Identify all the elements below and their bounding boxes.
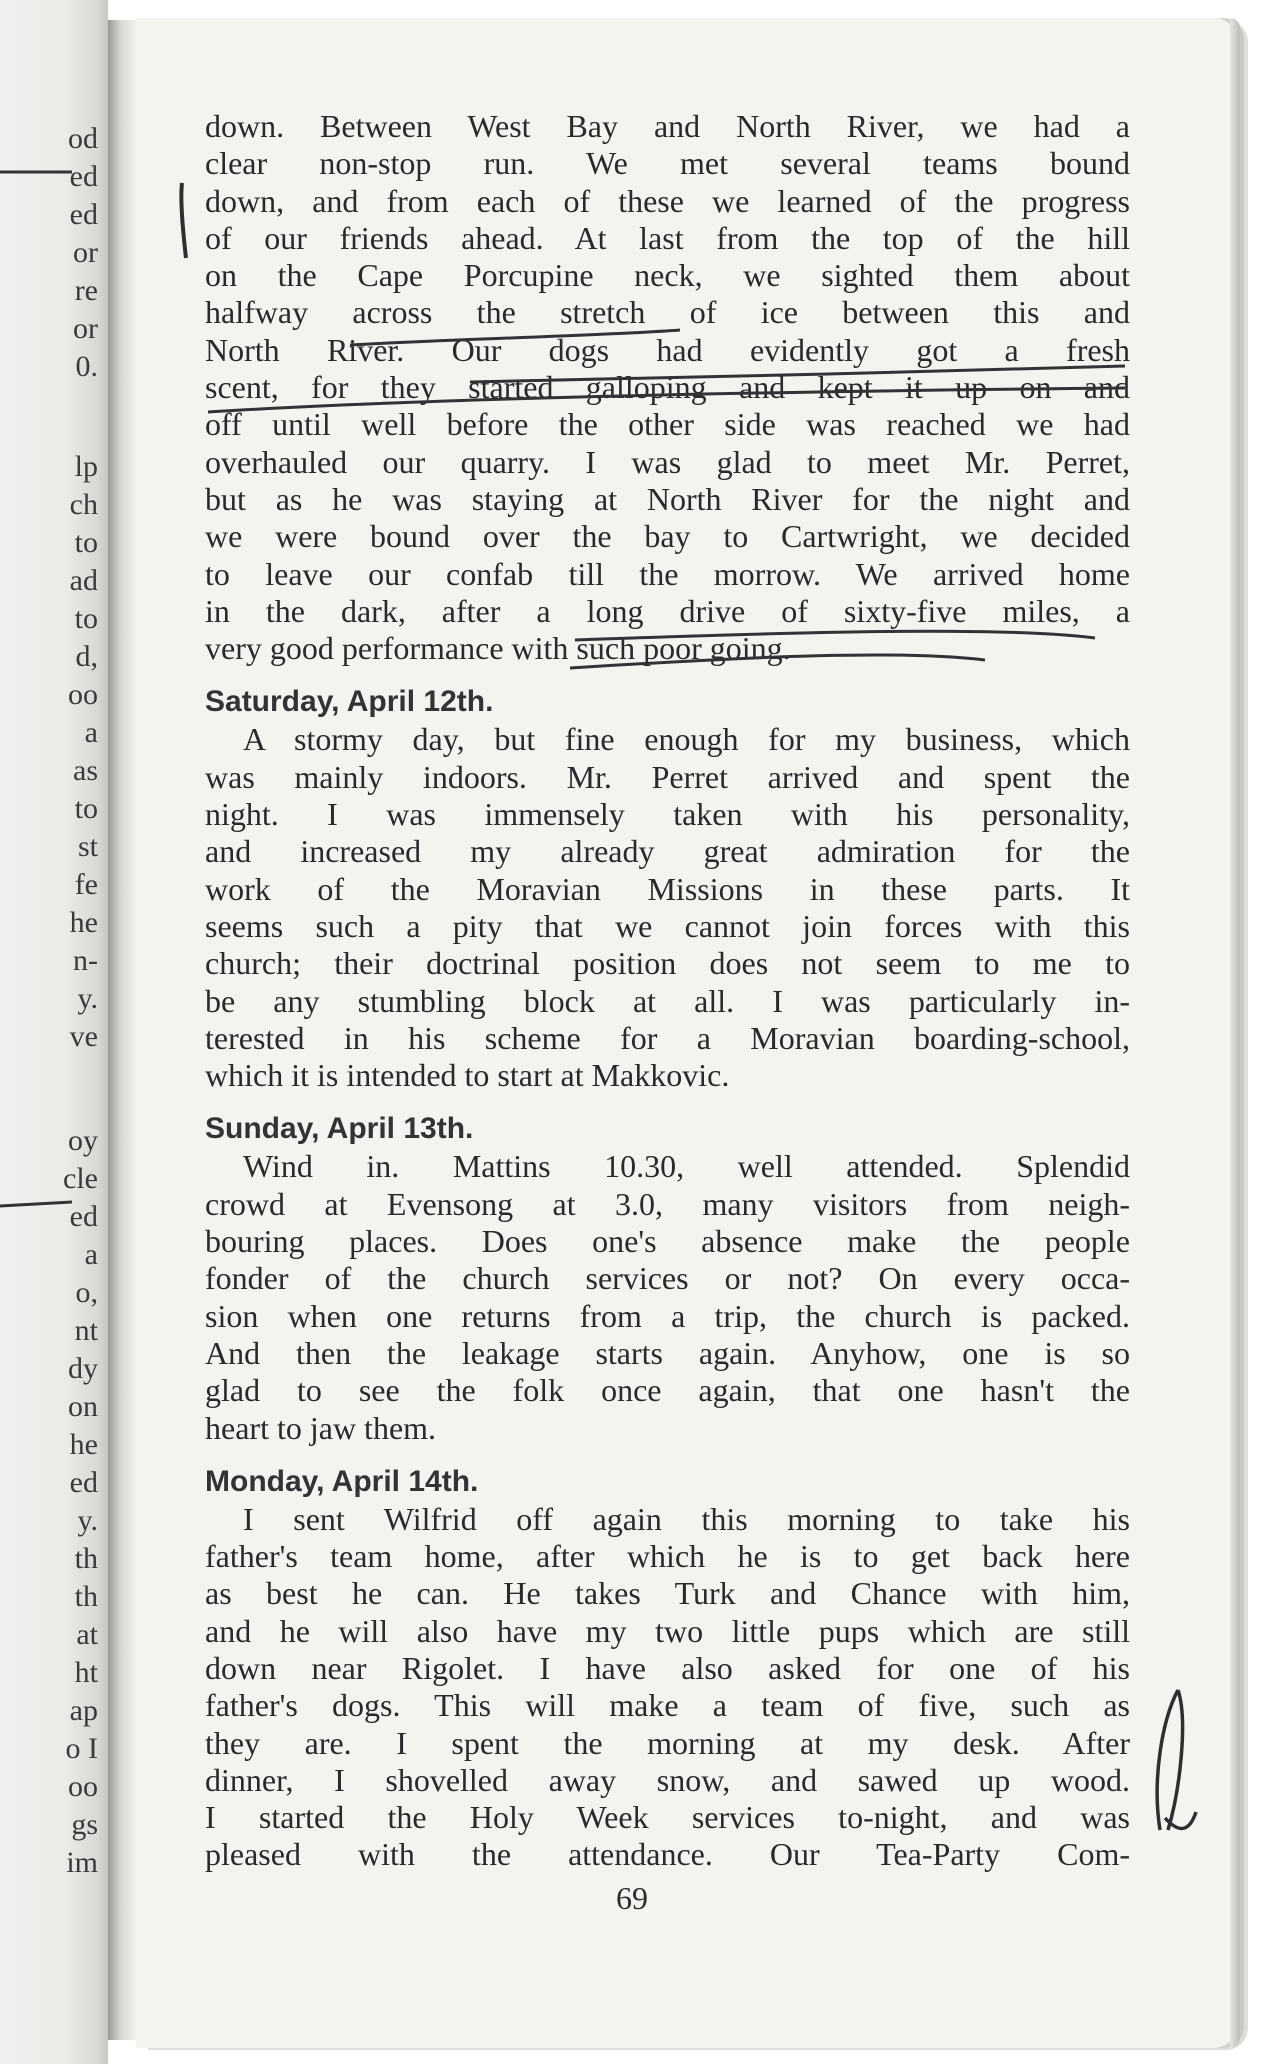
text-line: I started the Holy Week services to-night, and was bbox=[205, 1799, 1130, 1836]
facing-page-fragment: ed bbox=[69, 160, 98, 193]
facing-page-fragment: th bbox=[74, 1580, 98, 1613]
book-gutter bbox=[108, 20, 136, 2040]
text-line: clear non-stop run. We met several teams bound bbox=[205, 145, 1130, 182]
text-line: Wind in. Mattins 10.30, well attended. Splendid bbox=[243, 1148, 1130, 1185]
text-line: down, and from each of these we learned of the progress bbox=[205, 182, 1130, 219]
text-line: seems such a pity that we cannot join forces with this bbox=[205, 907, 1130, 944]
text-line: of our friends ahead. At last from the top of the hill bbox=[205, 219, 1130, 256]
text-line: dinner, I shovelled away snow, and sawed up wood. bbox=[205, 1761, 1130, 1798]
facing-page-fragment: od bbox=[68, 122, 98, 155]
facing-page-fragment: he bbox=[69, 1428, 98, 1461]
text-line: they are. I spent the morning at my desk. After bbox=[205, 1724, 1130, 1761]
text-line: night. I was immensely taken with his personality, bbox=[205, 796, 1130, 833]
text-line: very good performance with such poor going. bbox=[205, 630, 791, 667]
facing-page-fragment: o I bbox=[65, 1732, 98, 1765]
facing-page-fragment: ap bbox=[69, 1694, 98, 1727]
diary-date-heading: Sunday, April 13th. bbox=[205, 1112, 474, 1146]
text-line: church; their doctrinal position does not seem to me to bbox=[205, 945, 1130, 982]
text-line: father's team home, after which he is to get back here bbox=[205, 1538, 1130, 1575]
text-line: heart to jaw them. bbox=[205, 1409, 437, 1446]
text-line: halfway across the stretch of ice between this and bbox=[205, 294, 1130, 331]
facing-page-fragment: oo bbox=[68, 678, 98, 711]
facing-page-fragment: ch bbox=[69, 488, 98, 521]
text-line: fonder of the church services or not? On every occa- bbox=[205, 1260, 1130, 1297]
facing-page-fragment: to bbox=[74, 792, 98, 825]
facing-page-fragment: at bbox=[76, 1618, 98, 1651]
facing-page-fragment: ht bbox=[74, 1656, 98, 1689]
facing-page-fragment: d, bbox=[75, 640, 98, 673]
facing-page-fragment: ve bbox=[69, 1020, 98, 1053]
facing-page-fragment: or bbox=[73, 236, 98, 269]
text-line: sion when one returns from a trip, the church is packed. bbox=[205, 1297, 1130, 1334]
text-line: on the Cape Porcupine neck, we sighted them about bbox=[205, 257, 1130, 294]
text-line: and increased my already great admiration for the bbox=[205, 833, 1130, 870]
facing-page-fragment: lp bbox=[74, 450, 98, 483]
facing-page-fragment: 0. bbox=[75, 350, 98, 383]
facing-page-fragment: oy bbox=[68, 1124, 98, 1157]
facing-page-fragment: re bbox=[74, 274, 98, 307]
facing-page-fragment: y. bbox=[77, 1504, 98, 1537]
text-line: but as he was staying at North River for the night and bbox=[205, 480, 1130, 517]
text-line: And then the leakage starts again. Anyhow, one is so bbox=[205, 1334, 1130, 1371]
text-line: and he will also have my two little pups which are still bbox=[205, 1612, 1130, 1649]
page-number: 69 bbox=[616, 1880, 648, 1916]
text-line: which it is intended to start at Makkovic. bbox=[205, 1057, 730, 1094]
facing-page-fragment: to bbox=[74, 526, 98, 559]
text-line: crowd at Evensong at 3.0, many visitors from neigh- bbox=[205, 1185, 1130, 1222]
text-line: to leave our confab till the morrow. We arrived home bbox=[205, 555, 1130, 592]
facing-page-fragment: im bbox=[66, 1846, 98, 1879]
facing-page-fragment: y. bbox=[77, 982, 98, 1015]
page-text bbox=[205, 108, 1130, 1874]
facing-page-fragment: nt bbox=[74, 1314, 98, 1347]
facing-page-fragment: ad bbox=[69, 564, 98, 597]
text-line: off until well before the other side was reached we had bbox=[205, 406, 1130, 443]
text-line: be any stumbling block at all. I was particularly in- bbox=[205, 982, 1130, 1019]
text-line: North River. Our dogs had evidently got a fresh bbox=[205, 331, 1130, 368]
text-line: A stormy day, but fine enough for my business, which bbox=[243, 721, 1130, 758]
text-line: pleased with the attendance. Our Tea-Party Com- bbox=[205, 1836, 1130, 1873]
text-line: father's dogs. This will make a team of five, such as bbox=[205, 1687, 1130, 1724]
text-line: scent, for they started galloping and kept it up on and bbox=[205, 369, 1130, 406]
text-line: glad to see the folk once again, that one hasn't the bbox=[205, 1372, 1130, 1409]
facing-page-fragment: he bbox=[69, 906, 98, 939]
facing-page-edge bbox=[0, 0, 108, 2064]
text-line: terested in his scheme for a Moravian boarding-school, bbox=[205, 1019, 1130, 1056]
facing-page-fragment: a bbox=[84, 716, 98, 749]
facing-page-fragment: cle bbox=[63, 1162, 98, 1195]
facing-page-fragment: th bbox=[74, 1542, 98, 1575]
diary-date-heading: Monday, April 14th. bbox=[205, 1464, 479, 1498]
facing-page-fragment: dy bbox=[68, 1352, 98, 1385]
facing-page-fragment: oo bbox=[68, 1770, 98, 1803]
facing-page-fragment: as bbox=[73, 754, 98, 787]
facing-page-fragment: st bbox=[77, 830, 98, 863]
text-line: I sent Wilfrid off again this morning to take his bbox=[243, 1500, 1130, 1537]
facing-page-fragment: gs bbox=[71, 1808, 98, 1841]
text-line: down near Rigolet. I have also asked for one of his bbox=[205, 1649, 1130, 1686]
facing-page-fragment: o, bbox=[75, 1276, 98, 1309]
facing-page-fragment: on bbox=[68, 1390, 98, 1423]
text-line: down. Between West Bay and North River, we had a bbox=[205, 108, 1130, 144]
facing-page-fragment: n- bbox=[73, 944, 98, 977]
text-line: we were bound over the bay to Cartwright, we decided bbox=[205, 518, 1130, 555]
facing-page-fragment: ed bbox=[69, 1200, 98, 1233]
facing-page-fragment: a bbox=[84, 1238, 98, 1271]
text-line: bouring places. Does one's absence make the people bbox=[205, 1223, 1130, 1260]
text-line: overhauled our quarry. I was glad to meet Mr. Perret, bbox=[205, 443, 1130, 480]
diary-date-heading: Saturday, April 12th. bbox=[205, 685, 494, 719]
facing-page-fragment: ed bbox=[69, 198, 98, 231]
facing-page-fragment: or bbox=[73, 312, 98, 345]
facing-page-fragment: to bbox=[74, 602, 98, 635]
text-line: in the dark, after a long drive of sixty-five miles, a bbox=[205, 592, 1130, 629]
facing-page-fragment: ed bbox=[69, 1466, 98, 1499]
text-line: as best he can. He takes Turk and Chance with him, bbox=[205, 1575, 1130, 1612]
facing-page-fragment: fe bbox=[74, 868, 98, 901]
text-line: was mainly indoors. Mr. Perret arrived and spent the bbox=[205, 758, 1130, 795]
text-line: work of the Moravian Missions in these parts. It bbox=[205, 870, 1130, 907]
